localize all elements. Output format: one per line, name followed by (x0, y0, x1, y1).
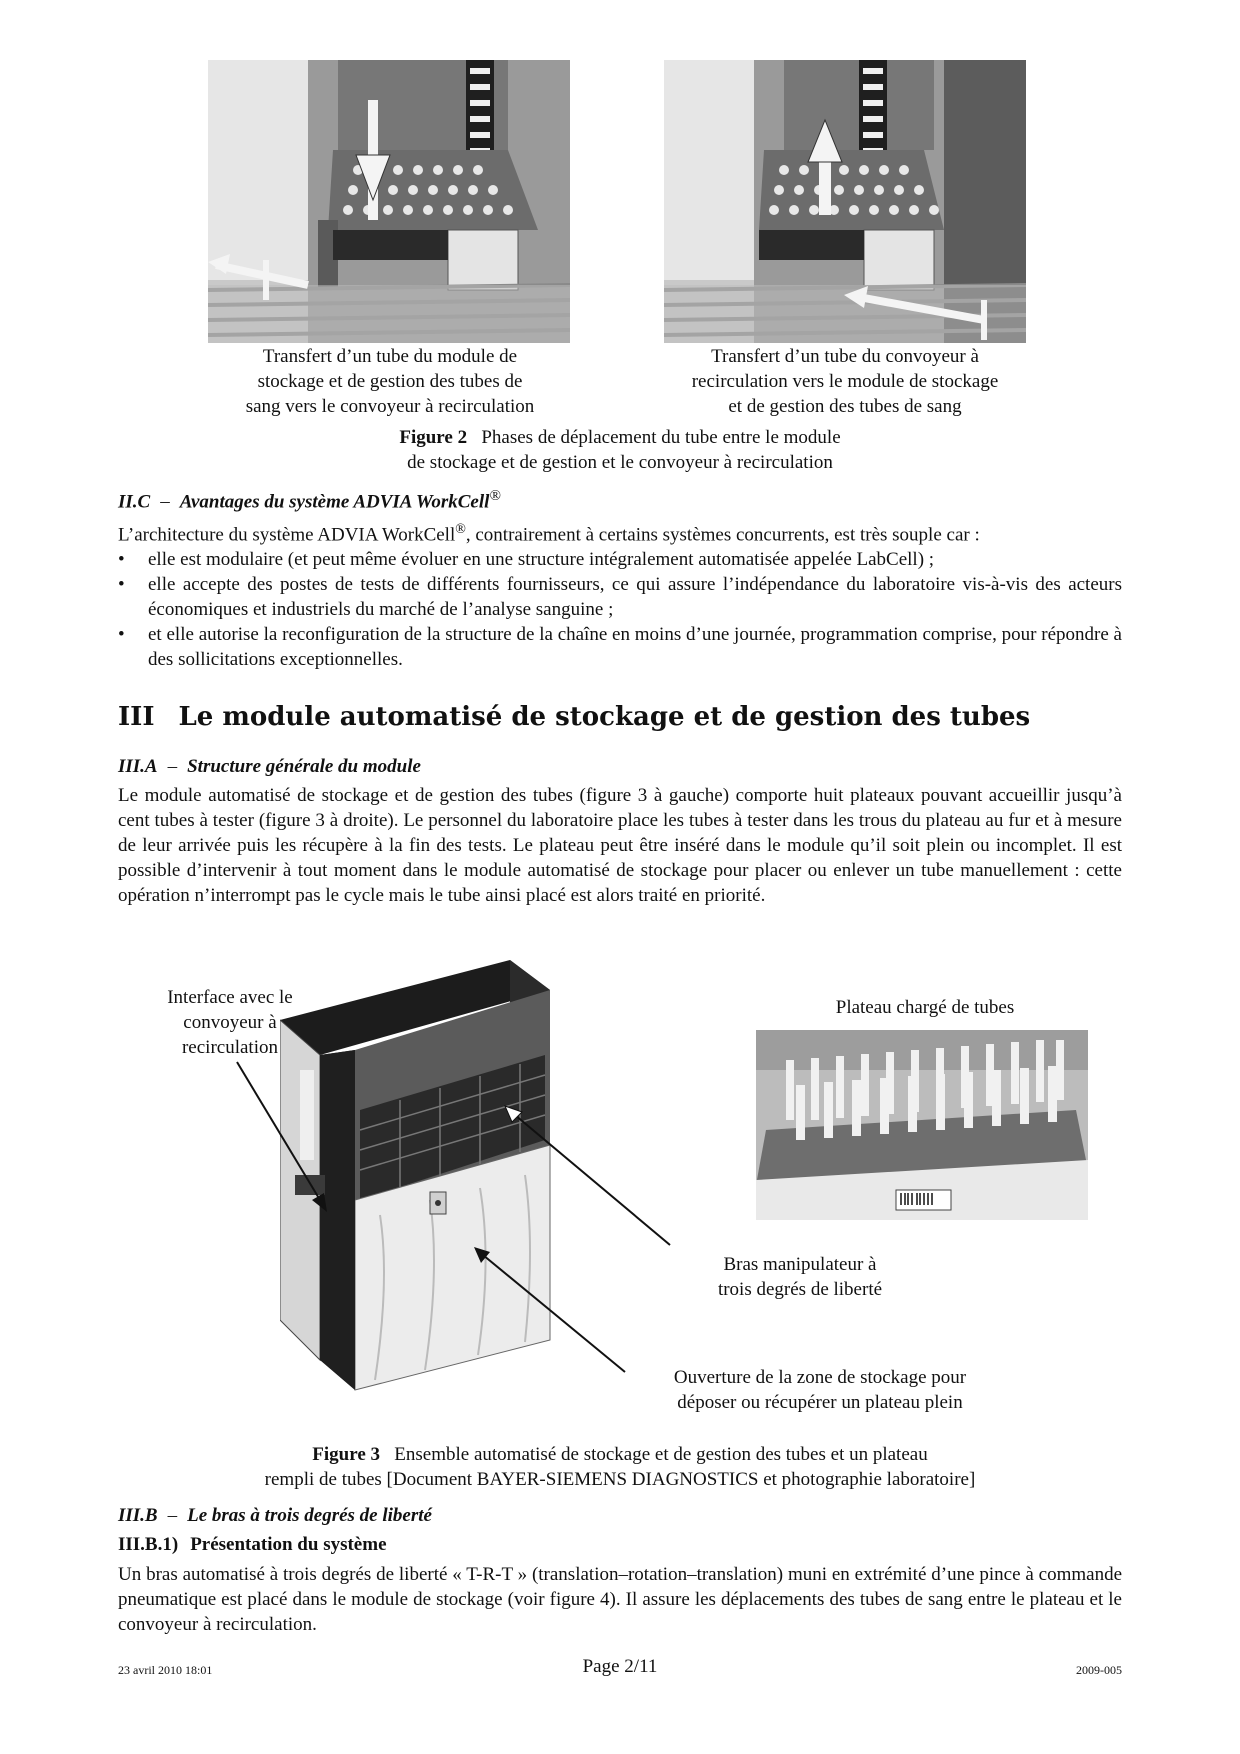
list-item: • elle accepte des postes de tests de différents fournisseurs, ce qui assure l’indépendance du laboratoire vis-à-vis des acteurs économiques et industriels du marché de l’analyse sanguine ; (118, 572, 1122, 622)
caption-line: Transfert d’un tube du module de (262, 346, 518, 367)
label-line: trois degrés de liberté (717, 1279, 883, 1300)
section-title: Structure générale du module (187, 756, 421, 777)
section-title: Présentation du système (190, 1534, 387, 1555)
section-number: III.B (118, 1505, 158, 1526)
list-item: • et elle autorise la reconfiguration de la structure de la chaîne en moins d’une journée, programmation comprise, pour répondre à des sollicitations exceptionnelles. (118, 622, 1122, 672)
section-number: II.C (118, 491, 151, 513)
intro-text: , contrairement à certains systèmes concurrents, est très souple car : (465, 524, 980, 546)
footer-code: 2009-005 (1076, 1663, 1122, 1677)
figure-label: Figure 3 (312, 1444, 381, 1465)
label-line: recirculation (181, 1037, 278, 1058)
section-title: Avantages du système ADVIA WorkCell (179, 491, 490, 513)
section-number: III.A (118, 756, 158, 777)
section-heading-III (118, 700, 1128, 734)
section-title: Le module automatisé de stockage et de gestion des tubes (178, 702, 1031, 732)
section-IIC-body (118, 517, 1122, 672)
figure3-tray-photo (756, 1030, 1088, 1220)
figure3-caption (120, 1442, 1120, 1492)
figure-title: de stockage et de gestion et le convoyeur à recirculation (407, 452, 833, 473)
label-line: convoyeur à (183, 1012, 277, 1033)
heading-dash: – (167, 756, 178, 777)
section-heading-IIIA (118, 756, 1118, 778)
section-heading-IIIB (118, 1505, 1118, 1527)
registered-mark: ® (455, 522, 466, 537)
section-heading-IIC (118, 488, 1118, 513)
caption-line: et de gestion des tubes de sang (728, 396, 962, 417)
caption-line: sang vers le convoyeur à recirculation (245, 396, 535, 417)
section-number: III.B.1) (118, 1534, 179, 1555)
list-item: • elle est modulaire (et peut même évoluer en une structure intégralement automatisée appelée LabCell) ; (118, 547, 1122, 572)
figure-title: rempli de tubes [Document BAYER-SIEMENS DIAGNOSTICS et photographie laboratoire] (264, 1469, 976, 1490)
section-IIIB1-paragraph: Un bras automatisé à trois degrés de liberté « T-R-T » (translation–rotation–translation) muni en extrémité d’une pince à commande pneumatique est placé dans le module de stockage (voir figure 4). Il assure les déplacements des tubes de sang entre le plateau et le convoyeur à recirculation. (118, 1564, 1122, 1635)
caption-line: Transfert d’un tube du convoyeur à (711, 346, 979, 367)
heading-dash: – (167, 1505, 178, 1526)
label-line: Bras manipulateur à (723, 1254, 877, 1275)
footer-date: 23 avril 2010 18:01 (118, 1663, 213, 1677)
footer-page-number: Page 2/11 (582, 1656, 658, 1677)
figure-title: Phases de déplacement du tube entre le module (481, 427, 841, 448)
figure-label: Figure 2 (399, 427, 468, 448)
figure3-bras-label (650, 1252, 950, 1302)
section-IIC-intro (118, 517, 1122, 547)
figure2-caption (220, 425, 1020, 475)
figure3-plateau-label: Plateau chargé de tubes (835, 997, 1015, 1018)
figure-title: Ensemble automatisé de stockage et de gestion des tubes et un plateau (394, 1444, 928, 1465)
figure3-module-illustration (280, 960, 640, 1400)
label-line: Interface avec le (167, 987, 293, 1008)
heading-dash: – (160, 491, 170, 513)
caption-line: stockage et de gestion des tubes de (257, 371, 523, 392)
label-line: Ouverture de la zone de stockage pour (673, 1367, 967, 1388)
label-line: déposer ou récupérer un plateau plein (677, 1392, 963, 1413)
section-heading-IIIB1 (118, 1534, 1118, 1556)
advantages-list (118, 547, 1122, 672)
figure3-interface-label (130, 985, 330, 1060)
section-title: Le bras à trois degrés de liberté (187, 1505, 432, 1526)
section-IIIA-paragraph: Le module automatisé de stockage et de gestion des tubes (figure 3 à gauche) comporte huit plateaux pouvant accueillir jusqu’à cent tubes à tester (figure 3 à droite). Le personnel du laboratoire place les tubes à tester dans les trous du plateau au fur et à mesure de leur arrivée puis les récupère à la fin des tests. Le plateau peut être inséré dans le module qu’il soit plein ou incomplet. Il est possible d’intervenir à tout moment dans le module automatisé de stockage pour placer ou enlever un tube manuellement : cette opération n’interrompt pas le cycle mais le tube ainsi placé est alors traité en priorité. (118, 785, 1122, 906)
registered-mark: ® (489, 488, 501, 504)
intro-text: L’architecture du système ADVIA WorkCell (118, 524, 456, 546)
section-number: III (118, 702, 155, 732)
figure2-left-caption (200, 344, 580, 419)
figure2-right-caption (650, 344, 1040, 419)
figure3-ouverture-label (610, 1365, 1030, 1415)
caption-line: recirculation vers le module de stockage (691, 371, 999, 392)
figure2-left-illustration (208, 60, 570, 343)
figure2-right-illustration (664, 60, 1026, 343)
